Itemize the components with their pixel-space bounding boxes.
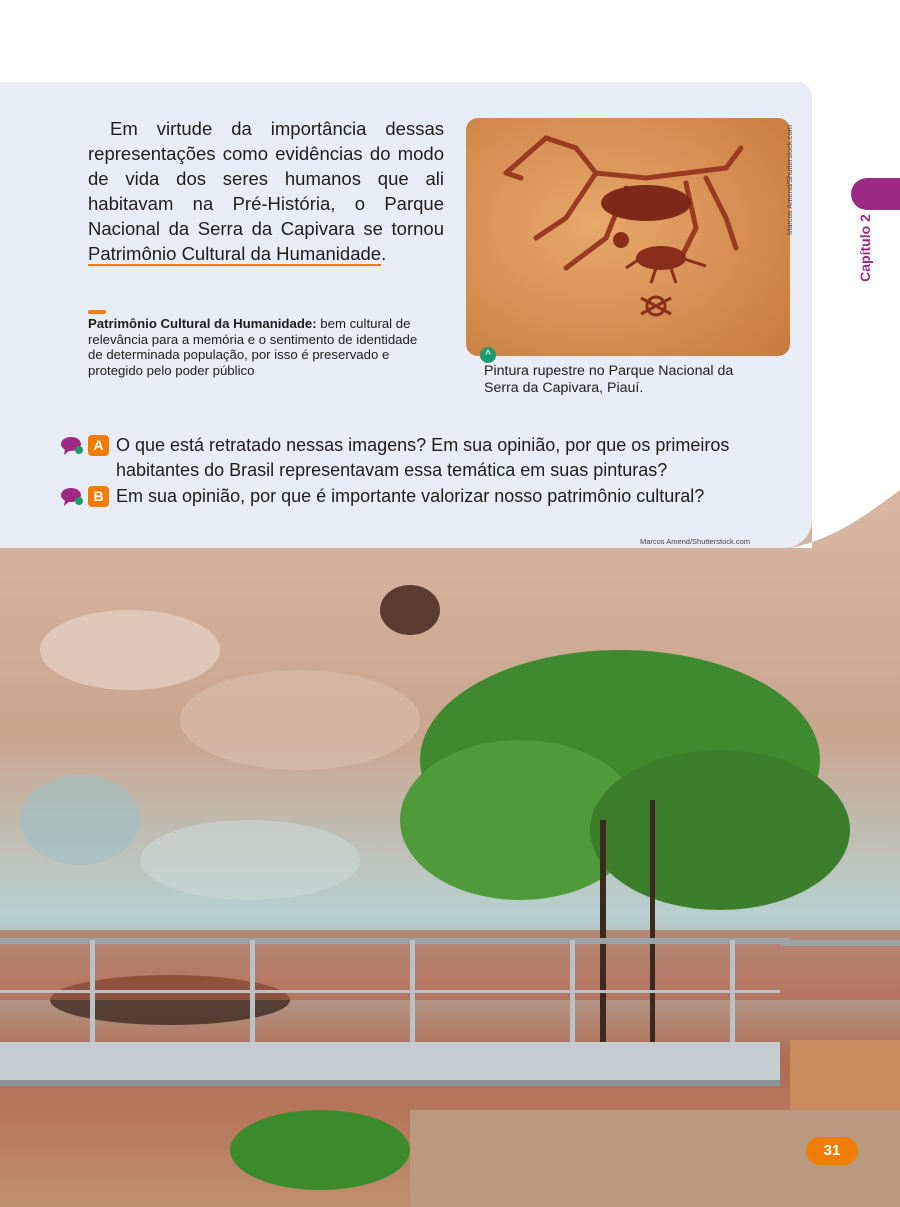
caption-arrow-icon: ^ [480, 347, 496, 363]
glossary-term: Patrimônio Cultural da Humanidade: [88, 316, 317, 331]
question-a [60, 433, 760, 483]
rock-painting-image [466, 118, 790, 356]
main-paragraph-end: . [381, 243, 387, 264]
image-caption: Pintura rupestre no Parque Nacional da Serra da Capivara, Piauí. [484, 363, 734, 396]
highlighted-term[interactable]: Patrimônio Cultural da Humanidade [88, 243, 382, 264]
speech-bubble-icon [60, 487, 84, 507]
glossary-marker [88, 310, 106, 314]
speech-bubble-icon [60, 436, 84, 456]
glossary-definition: bem cultural de relevância para a memória e o sentimento de identidade de determinada população, por isso é preservado e protegido pelo poder público [88, 316, 418, 378]
question-text: O que está retratado nessas imagens? Em sua opinião, por que os primeiros habitantes do Brasil representavam essa temática em suas pinturas? [116, 435, 730, 480]
main-paragraph-text: Em virtude da importância dessas representações como evidências do modo de vida dos seres humanos que ali habitavam na Pré-História, o Parque Nacional da Serra da Capivara se tornou [88, 118, 444, 239]
main-paragraph [88, 116, 444, 266]
image-credit: Marcos Amend/Shutterstock.com [785, 124, 794, 236]
glossary-entry [88, 316, 418, 378]
question-b [60, 484, 760, 510]
chapter-label: Capítulo 2 [857, 214, 873, 282]
page-number: 31 [806, 1137, 858, 1165]
photo-credit: Marcos Amend/Shutterstock.com [639, 537, 750, 546]
question-letter: B [88, 486, 109, 507]
question-text: Em sua opinião, por que é importante valorizar nosso patrimônio cultural? [116, 486, 705, 506]
question-letter: A [88, 435, 109, 456]
